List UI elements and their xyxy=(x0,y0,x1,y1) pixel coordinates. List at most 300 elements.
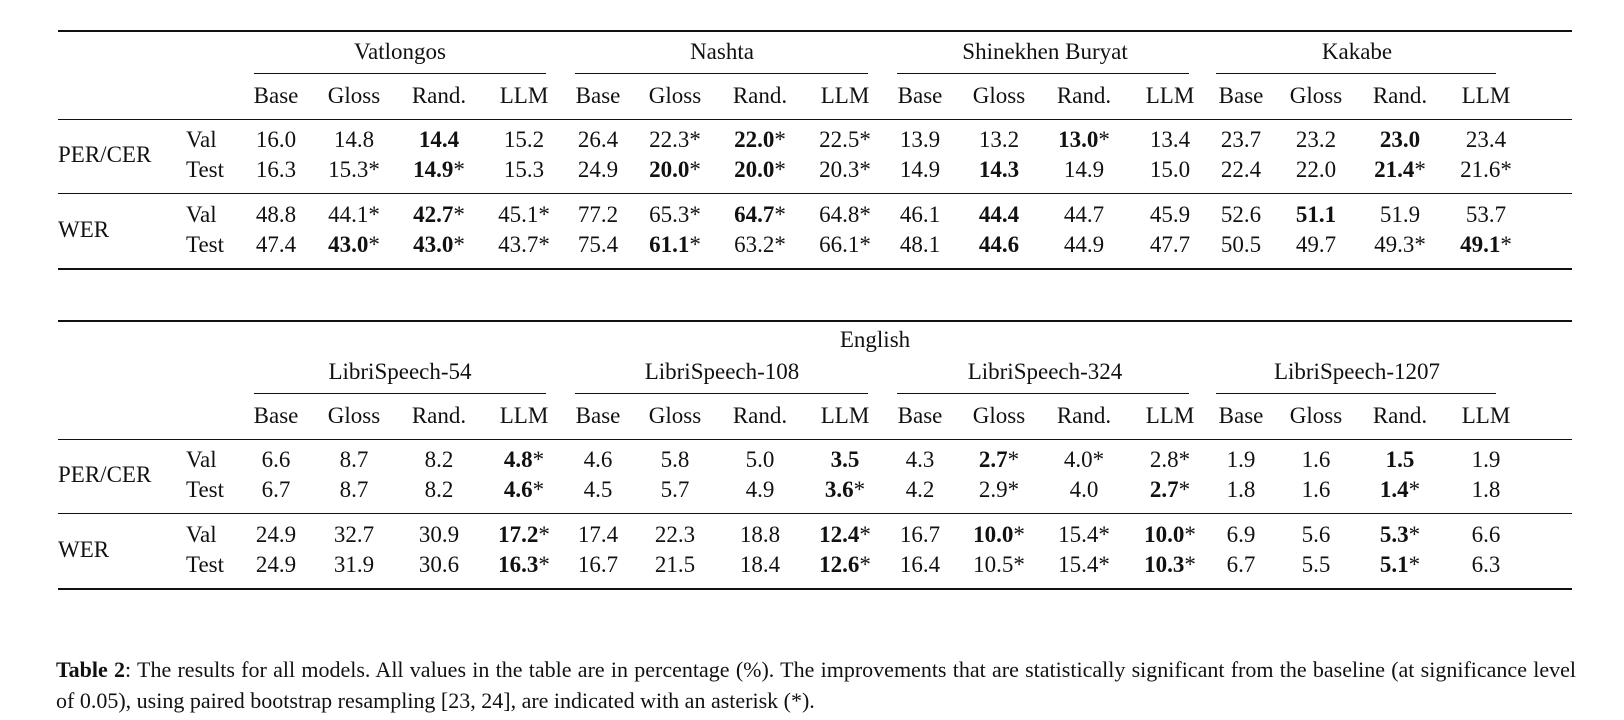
cell-value-best: 3.6 xyxy=(824,477,854,502)
data-cell xyxy=(1380,552,1420,578)
cell-value: 17.4 xyxy=(577,522,619,547)
significance-marker: * xyxy=(859,552,871,577)
data-cell xyxy=(900,522,940,548)
data-cell xyxy=(734,202,786,228)
data-cell xyxy=(256,202,296,228)
data-cell xyxy=(1380,202,1420,228)
metric-rule xyxy=(58,193,1572,194)
group-underline xyxy=(897,73,1189,74)
cell-value: 47.7 xyxy=(1149,232,1191,257)
data-cell xyxy=(1070,477,1099,503)
split-label: Val xyxy=(186,447,217,472)
cell-value: 22.0 xyxy=(1295,157,1337,182)
column-header: Base xyxy=(1218,403,1264,428)
cell-value: 46.1 xyxy=(899,202,941,227)
data-cell xyxy=(906,447,935,473)
data-cell xyxy=(1472,447,1501,473)
cell-value: 13.9 xyxy=(899,127,941,152)
data-cell xyxy=(900,157,940,183)
column-header: Gloss xyxy=(327,83,381,108)
top-rule xyxy=(58,30,1572,32)
data-cell xyxy=(340,447,369,473)
data-cell xyxy=(413,157,465,183)
metric-label: PER/CER xyxy=(58,462,152,487)
group-underline xyxy=(897,393,1189,394)
cell-value: 77.2 xyxy=(577,202,619,227)
data-cell xyxy=(1221,127,1261,153)
super-header: English xyxy=(839,327,911,352)
data-cell xyxy=(734,157,786,183)
cell-value: 1.6 xyxy=(1301,447,1331,472)
column-header: Gloss xyxy=(648,403,702,428)
data-cell xyxy=(1221,157,1261,183)
cell-value-best: 51.1 xyxy=(1295,202,1337,227)
data-cell xyxy=(973,552,1025,578)
cell-value-best: 23.0 xyxy=(1379,127,1421,152)
cell-value: 1.8 xyxy=(1226,477,1256,502)
cell-value: 6.6 xyxy=(261,447,291,472)
metric-label: WER xyxy=(58,537,110,562)
data-cell xyxy=(1296,127,1336,153)
cell-value: 22.4 xyxy=(1220,157,1262,182)
data-cell xyxy=(746,447,775,473)
column-header: LLM xyxy=(820,83,870,108)
data-cell xyxy=(649,232,701,258)
significance-marker: * xyxy=(453,232,465,257)
cell-value-best: 10.0 xyxy=(1144,522,1185,547)
cell-value: 5.5 xyxy=(1301,552,1331,577)
cell-value: 1.8 xyxy=(1471,477,1501,502)
data-cell xyxy=(504,127,544,153)
data-cell xyxy=(655,522,695,548)
significance-marker: * xyxy=(1408,522,1421,547)
data-cell xyxy=(979,447,1019,473)
column-header: Base xyxy=(1218,83,1264,108)
data-cell xyxy=(1460,157,1512,183)
column-header: LLM xyxy=(820,403,870,428)
data-cell xyxy=(328,232,380,258)
cell-value: 15.4* xyxy=(1058,522,1110,547)
cell-value-best: 3.5 xyxy=(830,447,860,472)
group-underline xyxy=(575,393,868,394)
cell-value: 4.9 xyxy=(745,477,775,502)
cell-value-best: 2.7 xyxy=(978,447,1008,472)
data-cell xyxy=(328,202,380,228)
cell-value-best: 44.4 xyxy=(978,202,1020,227)
data-cell xyxy=(819,202,871,228)
data-cell xyxy=(1150,157,1190,183)
column-header: Gloss xyxy=(1289,403,1343,428)
column-header: LLM xyxy=(1145,403,1195,428)
significance-marker: * xyxy=(532,477,545,502)
data-cell xyxy=(498,232,550,258)
cell-value: 5.8 xyxy=(660,447,690,472)
cell-value: 66.1* xyxy=(819,232,871,257)
data-cell xyxy=(746,477,775,503)
data-cell xyxy=(584,477,613,503)
data-cell xyxy=(1221,202,1261,228)
metric-label: PER/CER xyxy=(58,142,152,167)
caption-label: Table 2 xyxy=(56,657,126,682)
cell-value: 6.7 xyxy=(1226,552,1256,577)
header-rule xyxy=(58,439,1572,440)
cell-value: 13.4 xyxy=(1149,127,1191,152)
cell-value-best: 43.0 xyxy=(328,232,369,257)
significance-marker: * xyxy=(1178,477,1191,502)
cell-value: 45.9 xyxy=(1149,202,1191,227)
data-cell xyxy=(1064,202,1104,228)
column-header: Gloss xyxy=(972,83,1026,108)
cell-value: 26.4 xyxy=(577,127,619,152)
cell-value-best: 12.6 xyxy=(819,552,860,577)
cell-value-best: 16.3 xyxy=(498,552,539,577)
cell-value: 44.9 xyxy=(1063,232,1105,257)
cell-value: 44.1* xyxy=(328,202,380,227)
split-label: Test xyxy=(186,477,224,502)
cell-value: 23.7 xyxy=(1220,127,1262,152)
data-cell xyxy=(256,552,296,578)
data-cell xyxy=(1460,232,1512,258)
group-header: Shinekhen Buryat xyxy=(962,39,1128,64)
cell-value: 31.9 xyxy=(333,552,375,577)
column-header: Rand. xyxy=(1056,403,1112,428)
column-header: Base xyxy=(253,403,299,428)
data-cell xyxy=(906,477,935,503)
cell-value-best: 17.2 xyxy=(498,522,539,547)
cell-value: 14.8 xyxy=(333,127,375,152)
cell-value: 49.3* xyxy=(1374,232,1426,257)
column-header: Gloss xyxy=(648,83,702,108)
cell-value-best: 43.0 xyxy=(413,232,454,257)
group-underline xyxy=(1216,393,1496,394)
data-cell xyxy=(1064,232,1104,258)
cell-value: 8.2 xyxy=(424,477,454,502)
data-cell xyxy=(819,522,871,548)
cell-value: 1.9 xyxy=(1471,447,1501,472)
data-cell xyxy=(1150,477,1190,503)
data-cell xyxy=(1296,202,1336,228)
significance-marker: * xyxy=(689,232,701,257)
cell-value: 15.3 xyxy=(503,157,545,182)
cell-value: 24.9 xyxy=(255,522,297,547)
data-cell xyxy=(504,157,544,183)
data-cell xyxy=(979,127,1019,153)
data-cell xyxy=(1472,552,1501,578)
significance-marker: * xyxy=(368,232,380,257)
data-cell xyxy=(1380,127,1420,153)
cell-value: 4.5 xyxy=(583,477,613,502)
cell-value: 43.7* xyxy=(498,232,550,257)
significance-marker: * xyxy=(853,477,866,502)
data-cell xyxy=(1302,447,1331,473)
data-cell xyxy=(825,477,865,503)
significance-marker: * xyxy=(1098,127,1110,152)
data-cell xyxy=(425,447,454,473)
data-cell xyxy=(1064,447,1104,473)
cell-value: 6.7 xyxy=(261,477,291,502)
data-cell xyxy=(1296,232,1336,258)
data-cell xyxy=(900,232,940,258)
cell-value: 52.6 xyxy=(1220,202,1262,227)
group-underline xyxy=(254,73,546,74)
cell-value: 6.3 xyxy=(1471,552,1501,577)
data-cell xyxy=(578,127,618,153)
cell-value: 16.7 xyxy=(577,552,619,577)
split-label: Val xyxy=(186,522,217,547)
cell-value: 63.2* xyxy=(734,232,786,257)
caption-text: : The results for all models. All values in the table are in percentage (%). The improvements that are statistically significant from the baseline (at significance level of 0.05), using paired bootstrap resampling [23, 24], are indicated with an asterisk (*). xyxy=(56,657,1576,713)
cell-value: 24.9 xyxy=(255,552,297,577)
cell-value: 6.6 xyxy=(1471,522,1501,547)
cell-value: 2.9* xyxy=(978,477,1020,502)
cell-value: 5.6 xyxy=(1301,522,1331,547)
metric-label: WER xyxy=(58,217,110,242)
cell-value-best: 14.4 xyxy=(418,127,460,152)
data-cell xyxy=(649,202,701,228)
data-cell xyxy=(1150,232,1190,258)
cell-value: 48.8 xyxy=(255,202,297,227)
data-cell xyxy=(819,232,871,258)
data-cell xyxy=(1150,202,1190,228)
data-cell xyxy=(1472,522,1501,548)
significance-marker: * xyxy=(1013,522,1025,547)
data-cell xyxy=(256,157,296,183)
data-cell xyxy=(256,522,296,548)
data-cell xyxy=(1380,522,1420,548)
column-header: Rand. xyxy=(1372,83,1428,108)
data-cell xyxy=(900,202,940,228)
data-cell xyxy=(1472,477,1501,503)
data-cell xyxy=(900,127,940,153)
data-cell xyxy=(649,127,701,153)
data-cell xyxy=(256,232,296,258)
data-cell xyxy=(979,477,1019,503)
cell-value-best: 42.7 xyxy=(413,202,454,227)
cell-value: 22.3* xyxy=(649,127,701,152)
group-header: LibriSpeech-1207 xyxy=(1273,359,1441,384)
data-cell xyxy=(734,232,786,258)
data-cell xyxy=(340,477,369,503)
cell-value: 48.1 xyxy=(899,232,941,257)
data-cell xyxy=(661,447,690,473)
cell-value: 51.9 xyxy=(1379,202,1421,227)
cell-value-best: 14.3 xyxy=(978,157,1020,182)
data-cell xyxy=(1374,232,1426,258)
data-cell xyxy=(740,522,780,548)
data-cell xyxy=(819,127,871,153)
column-header: LLM xyxy=(499,403,549,428)
data-cell xyxy=(979,157,1019,183)
split-label: Test xyxy=(186,552,224,577)
cell-value-best: 20.0 xyxy=(649,157,690,182)
cell-value: 5.0 xyxy=(745,447,775,472)
data-cell xyxy=(1227,552,1256,578)
top-rule xyxy=(58,320,1572,322)
data-cell xyxy=(1466,202,1506,228)
data-cell xyxy=(419,522,459,548)
column-header: Base xyxy=(575,83,621,108)
cell-value: 22.3 xyxy=(654,522,696,547)
split-label: Test xyxy=(186,232,224,257)
cell-value-best: 1.5 xyxy=(1385,447,1415,472)
data-cell xyxy=(419,127,459,153)
bottom-rule xyxy=(58,588,1572,590)
cell-value-best: 10.3 xyxy=(1144,552,1185,577)
data-cell xyxy=(1144,522,1196,548)
cell-value: 15.0 xyxy=(1149,157,1191,182)
significance-marker: * xyxy=(774,157,786,182)
data-cell xyxy=(661,477,690,503)
bottom-rule xyxy=(58,268,1572,270)
data-cell xyxy=(1374,157,1426,183)
data-cell xyxy=(1296,157,1336,183)
cell-value: 16.0 xyxy=(255,127,297,152)
significance-marker: * xyxy=(774,127,786,152)
data-cell xyxy=(1150,447,1190,473)
cell-value: 14.9 xyxy=(899,157,941,182)
significance-marker: * xyxy=(532,447,545,472)
column-header: Gloss xyxy=(972,403,1026,428)
data-cell xyxy=(979,232,1019,258)
cell-value: 8.2 xyxy=(424,447,454,472)
column-header: Base xyxy=(897,403,943,428)
group-underline xyxy=(575,73,868,74)
split-label: Val xyxy=(186,202,217,227)
cell-value: 4.3 xyxy=(905,447,935,472)
data-cell xyxy=(413,202,465,228)
cell-value-best: 61.1 xyxy=(649,232,690,257)
metric-rule xyxy=(58,513,1572,514)
data-cell xyxy=(262,447,291,473)
data-cell xyxy=(584,447,613,473)
data-cell xyxy=(831,447,860,473)
cell-value: 8.7 xyxy=(339,447,369,472)
cell-value: 10.5* xyxy=(973,552,1025,577)
data-cell xyxy=(425,477,454,503)
cell-value-best: 1.4 xyxy=(1379,477,1409,502)
column-header: LLM xyxy=(499,83,549,108)
cell-value: 6.9 xyxy=(1226,522,1256,547)
cell-value: 45.1* xyxy=(498,202,550,227)
cell-value-best: 13.0 xyxy=(1058,127,1099,152)
data-cell xyxy=(1386,447,1415,473)
data-cell xyxy=(1227,477,1256,503)
cell-value: 4.0* xyxy=(1063,447,1105,472)
cell-value: 50.5 xyxy=(1220,232,1262,257)
data-cell xyxy=(498,552,550,578)
cell-value: 21.5 xyxy=(654,552,696,577)
significance-marker: * xyxy=(774,202,786,227)
group-header: LibriSpeech-54 xyxy=(328,359,472,384)
cell-value-best: 12.4 xyxy=(819,522,860,547)
column-header: Rand. xyxy=(1056,83,1112,108)
cell-value: 16.3 xyxy=(255,157,297,182)
data-cell xyxy=(498,522,550,548)
data-cell xyxy=(900,552,940,578)
cell-value: 13.2 xyxy=(978,127,1020,152)
cell-value: 32.7 xyxy=(333,522,375,547)
cell-value: 18.8 xyxy=(739,522,781,547)
cell-value: 14.9 xyxy=(1063,157,1105,182)
column-header: Rand. xyxy=(411,83,467,108)
cell-value-best: 20.0 xyxy=(734,157,775,182)
column-header: Rand. xyxy=(411,403,467,428)
data-cell xyxy=(1058,552,1110,578)
column-header: Base xyxy=(897,83,943,108)
data-cell xyxy=(578,157,618,183)
cell-value: 15.2 xyxy=(503,127,545,152)
cell-value-best: 44.6 xyxy=(978,232,1020,257)
cell-value-best: 2.7 xyxy=(1149,477,1179,502)
header-rule xyxy=(58,119,1572,120)
group-underline xyxy=(1216,73,1496,74)
cell-value: 22.5* xyxy=(819,127,871,152)
cell-value-best: 64.7 xyxy=(734,202,775,227)
data-cell xyxy=(1302,522,1331,548)
data-cell xyxy=(1380,477,1420,503)
cell-value: 8.7 xyxy=(339,477,369,502)
cell-value: 23.4 xyxy=(1465,127,1507,152)
data-cell xyxy=(1302,552,1331,578)
data-cell xyxy=(1058,127,1110,153)
data-cell xyxy=(973,522,1025,548)
group-header: Nashta xyxy=(690,39,754,64)
cell-value-best: 5.1 xyxy=(1379,552,1409,577)
cell-value-best: 22.0 xyxy=(734,127,775,152)
group-header: Kakabe xyxy=(1321,39,1393,64)
cell-value: 4.0 xyxy=(1069,477,1099,502)
data-cell xyxy=(578,552,618,578)
cell-value: 47.4 xyxy=(255,232,297,257)
significance-marker: * xyxy=(1408,477,1421,502)
cell-value: 20.3* xyxy=(819,157,871,182)
significance-marker: * xyxy=(453,202,465,227)
group-underline xyxy=(254,393,546,394)
cell-value: 24.9 xyxy=(577,157,619,182)
data-cell xyxy=(740,552,780,578)
cell-value: 75.4 xyxy=(577,232,619,257)
column-header: Rand. xyxy=(1372,403,1428,428)
cell-value: 30.6 xyxy=(418,552,460,577)
cell-value: 64.8* xyxy=(819,202,871,227)
data-cell xyxy=(328,157,380,183)
column-header: Rand. xyxy=(732,83,788,108)
column-header: Rand. xyxy=(732,403,788,428)
cell-value: 16.4 xyxy=(899,552,941,577)
data-cell xyxy=(1466,127,1506,153)
cell-value: 16.7 xyxy=(899,522,941,547)
cell-value: 44.7 xyxy=(1063,202,1105,227)
significance-marker: * xyxy=(1007,447,1020,472)
group-header: LibriSpeech-324 xyxy=(967,359,1123,384)
data-cell xyxy=(504,447,544,473)
cell-value-best: 10.0 xyxy=(973,522,1014,547)
data-cell xyxy=(262,477,291,503)
cell-value: 21.6* xyxy=(1460,157,1512,182)
significance-marker: * xyxy=(538,522,550,547)
significance-marker: * xyxy=(859,522,871,547)
data-cell xyxy=(504,477,544,503)
column-header: Gloss xyxy=(327,403,381,428)
column-header: Base xyxy=(575,403,621,428)
data-cell xyxy=(819,157,871,183)
data-cell xyxy=(419,552,459,578)
cell-value: 2.8* xyxy=(1149,447,1191,472)
data-cell xyxy=(578,232,618,258)
cell-value: 18.4 xyxy=(739,552,781,577)
cell-value: 53.7 xyxy=(1465,202,1507,227)
significance-marker: * xyxy=(689,157,701,182)
